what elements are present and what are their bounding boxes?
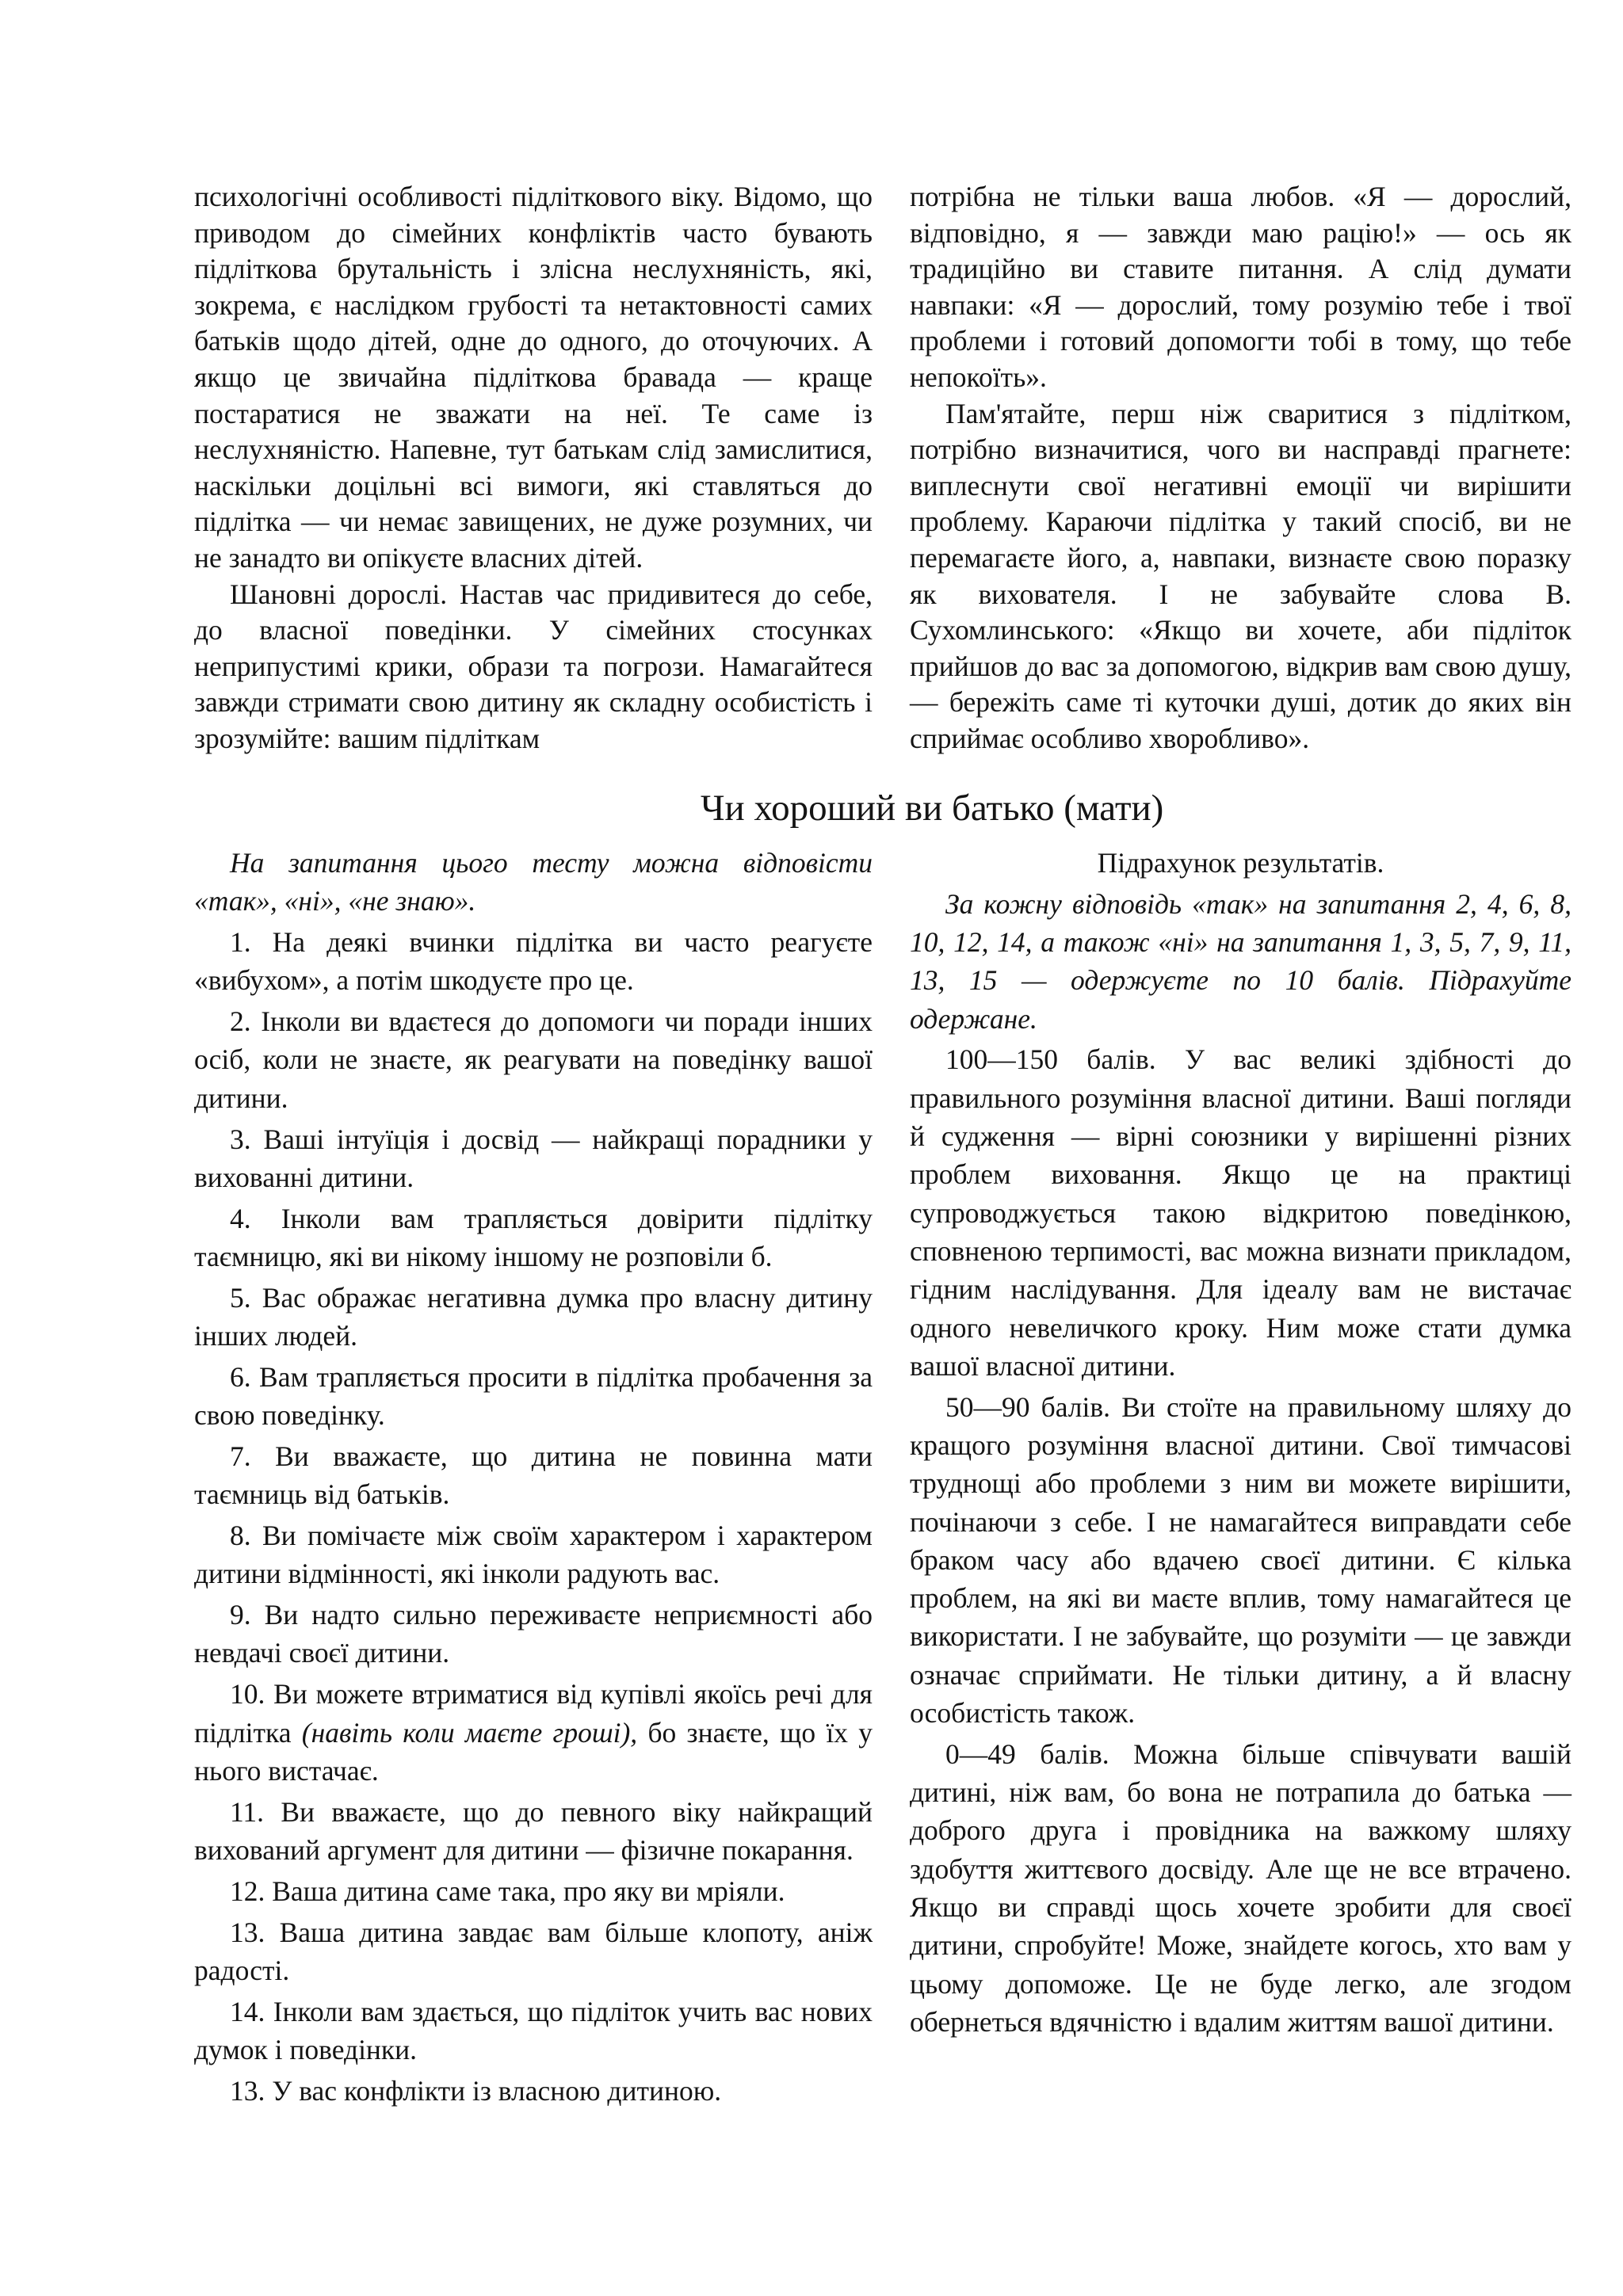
test-question: 8. Ви помічаєте між своїм характером і характером дитини відмінності, які інколи радують вас. — [194, 1520, 873, 1590]
test-question: 3. Ваші інтуїція і досвід — найкращі порадники у вихованні дитини. — [194, 1123, 873, 1193]
result-paragraph: 50—90 балів. Ви стоїте на правильному шляху до кращого розуміння власної дитини. Свої тимчасові труднощі або проблеми з ним ви можете вирішити, почінаючи з себе. І не намагайтеся виправдати себе браком часу або вдачею своєї дитини. Є кілька проблем, на які ви маєте вплив, тому намагайтеся це використати. І не забувайте, що розуміти — це завжди означає сприймати. Не тільки дитину, а й власну особистість також. — [910, 1390, 1571, 1730]
test-question: 4. Інколи вам трапляється довірити підлітку таємницю, які ви нікому іншому не розповіли б. — [194, 1202, 873, 1272]
test-question: 2. Інколи ви вдаєтеся до допомоги чи поради інших осіб, коли не знаєте, як реагувати на поведінку вашої дитини. — [194, 1005, 873, 1114]
results-column — [910, 844, 1571, 2044]
test-question: 1. На деякі вчинки підлітка ви часто реагуєте «вибухом», а потім шкодуєте про це. — [194, 926, 873, 997]
article-column-right — [910, 179, 1571, 757]
test-question: 9. Ви надто сильно переживаєте неприємності або невдачі своєї дитини. — [194, 1599, 873, 1669]
result-paragraph: 100—150 балів. У вас великі здібності до правильного розуміння власної дитини. Ваші погляди й судження — вірні союзники у вирішенні різних проблем виховання. Якщо це на практиці супроводжується такою відкритою поведінкою, сповненою терпимості, вас можна визнати прикладом, гідним наслідування. Для ідеалу вам не вистачає одного невеличкого кроку. Ним може стати думка вашої власної дитини. — [910, 1043, 1571, 1382]
result-paragraph: 0—49 балів. Можна більше співчувати вашій дитині, ніж вам, бо вона не потрапила до батька — доброго друга і провідника на важкому шляху здобуття життєвого досвіду. Але ще не все втрачено. Якщо ви справді щось хочете зробити для своєї дитини, спробуйте! Може, знайдете когось, хто вам у цьому допоможе. Це не буде легко, але згодом обернеться вдячністю і вдалим життям вашої дитини. — [910, 1737, 1571, 2038]
test-questions-column — [194, 844, 873, 2113]
section-heading: Чи хороший ви батько (мати) — [701, 788, 1164, 829]
test-question: 7. Ви вважаєте, що дитина не повинна мати таємниць від батьків. — [194, 1440, 873, 1511]
results-title: Підрахунок результатів. — [1097, 847, 1384, 879]
article-column-left — [194, 179, 873, 757]
test-question: 5. Вас ображає негативна думка про власну дитину інших людей. — [194, 1281, 873, 1352]
test-intro: На запитання цього тесту можна відповісти «так», «ні», «не знаю». — [194, 847, 873, 917]
question-text: бо знаєте, що їх у нього вистачає. — [194, 1716, 873, 1787]
test-question: 12. Ваша дитина саме така, про яку ви мріяли. — [230, 1875, 785, 1907]
test-question: 13. У вас конфлікти із власною дитиною. — [230, 2074, 722, 2107]
article-paragraph: психологічні особливості підліткового віку. Відомо, що приводом до сімейних конфліктів часто бувають підліткова брутальність і злісна неслухняність, які, зокрема, є наслідком грубості та нетактовності самих батьків щодо дітей, одне до одного, до оточуючих. А якщо це звичайна підліткова бравада — краще постаратися не зважати на неї. Те саме із неслухняністю. Напевне, тут батькам слід замислитися, наскільки доцільні всі вимоги, які ставляться до підлітка — чи немає завищених, не дуже розумних, чи не занадто ви опікуєте власних дітей. — [194, 181, 873, 574]
article-paragraph: Пам'ятайте, перш ніж сваритися з підлітком, потрібно визначитися, чого ви насправді прагнете: виплеснути свої негативні емоції чи вирішити проблему. Караючи підлітка у такий спосіб, ви не перемагаєте його, а, навпаки, визнаєте свою поразку як вихователя. І не забувайте слова В. Сухомлинського: «Якщо ви хочете, аби підліток прийшов до вас за допомогою, відкрив вам свою душу, — бережіть саме ті куточки душі, дотик до яких він сприймає особливо хворобливо». — [910, 397, 1571, 754]
article-paragraph: Шановні дорослі. Настав час придивитеся до себе, до власної поведінки. У сімейних стосунках неприпустимі крики, образи та погрози. Намагайтеся завжди стримати свою дитину як складну особистість і зрозумійте: вашим підліткам — [194, 578, 873, 754]
test-question: 11. Ви вважаєте, що до певного віку найкращий вихований аргумент для дитини — фізичне покарання. — [194, 1795, 873, 1866]
test-question: 14. Інколи вам здається, що підліток учить вас нових думок і поведінки. — [194, 1995, 873, 2065]
test-question: 13. Ваша дитина завдає вам більше клопоту, аніж радості. — [194, 1916, 873, 1986]
test-question-10 — [194, 1675, 873, 1790]
question-text: 10. Ви можете втриматися від купівлі якоїсь речі для підлітка — [194, 1678, 873, 1749]
test-question: 6. Вам трапляється просити в підлітка пробачення за свою поведінку. — [194, 1360, 873, 1432]
results-instruction: За кожну відповідь «так» на запитання 2, 4, 6, 8, 10, 12, 14, а також «ні» на запитання 1, 3, 5, 7, 9, 11, 13, 15 — одержуєте по 10 балів. Підрахуйте одержане. — [910, 887, 1571, 1035]
article-paragraph: потрібна не тільки ваша любов. «Я — дорослий, відповідно, я — завжди маю рацію!» — ось як традиційно ви ставите питання. А слід думати навпаки: «Я — дорослий, тому розумію тебе і твої проблеми і готовий допомогти тобі в тому, що тебе непокоїть». — [910, 181, 1571, 393]
question-italic-note: (навіть коли маєте гроші), — [301, 1716, 638, 1749]
